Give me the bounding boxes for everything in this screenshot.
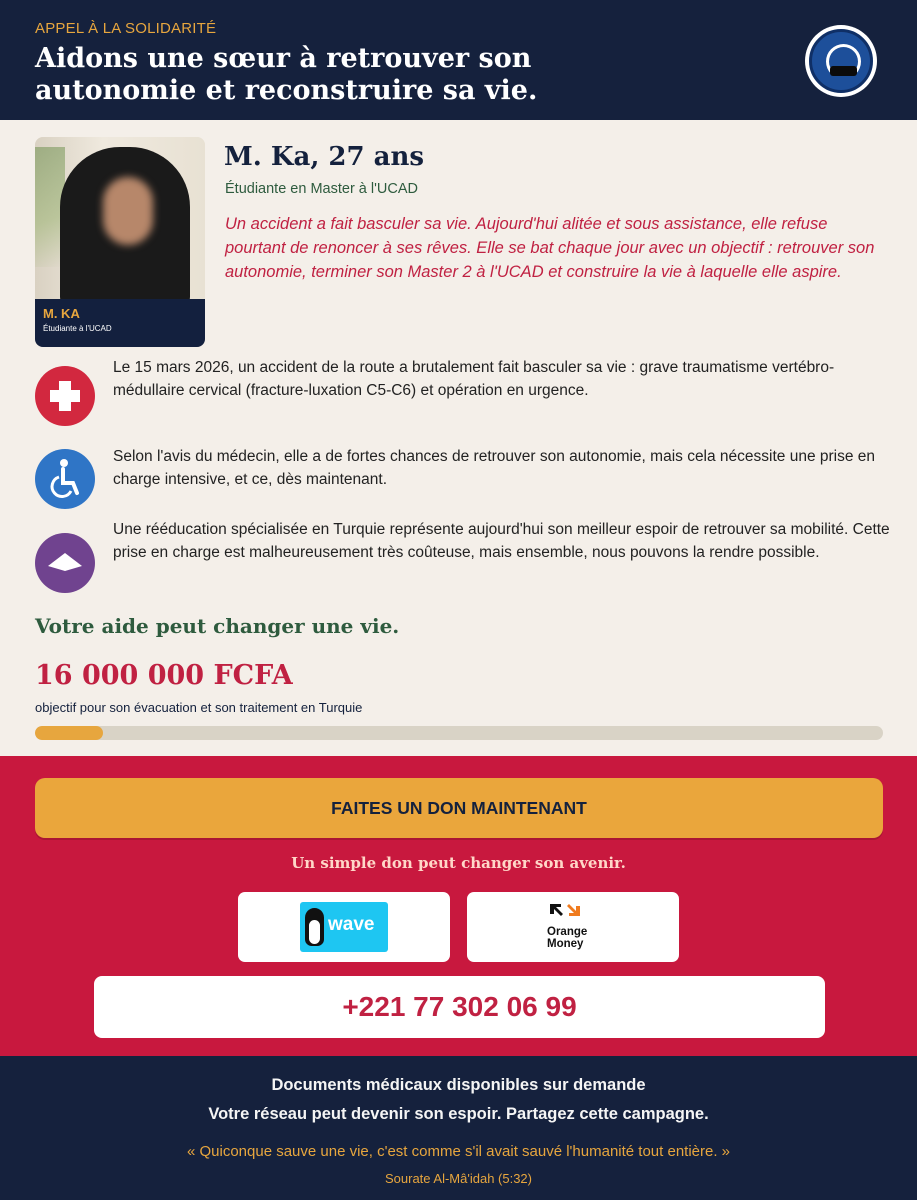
organization-logo — [805, 25, 877, 97]
donate-now-button[interactable]: FAITES UN DON MAINTENANT — [35, 778, 883, 838]
appeal-kicker: APPEL À LA SOLIDARITÉ — [35, 20, 217, 37]
main-content — [0, 120, 917, 756]
wave-logo — [300, 902, 388, 952]
profile-photo — [35, 137, 205, 347]
fundraising-goal-text: objectif pour son évacuation et son traitement en Turquie — [35, 700, 363, 715]
plane-icon — [35, 533, 95, 593]
donate-subtitle: Un simple don peut changer son avenir. — [291, 854, 626, 872]
photo-caption-subtitle: Étudiante à l'UCAD — [43, 324, 112, 333]
fundraising-progress-fill — [35, 726, 103, 740]
headline-line-1: Aidons une sœur à retrouver son — [35, 43, 532, 74]
fact-text-prognosis: Selon l'avis du médecin, elle a de fortes chances de retrouver son autonomie, mais cela nécessite une prise en charge intensive, et ce, dès maintenant. — [113, 448, 876, 488]
footer-quote: « Quiconque sauve une vie, c'est comme s'il avait sauvé l'humanité tout entière. » — [186, 1143, 731, 1160]
footer-quote-reference: Sourate Al-Mâ'idah (5:32) — [384, 1171, 532, 1186]
phone-number[interactable]: +221 77 302 06 99 — [94, 976, 825, 1038]
wheelchair-icon — [35, 449, 95, 509]
photo-caption — [35, 299, 205, 347]
footer — [0, 1056, 917, 1200]
page-title — [35, 43, 755, 107]
medical-cross-icon — [35, 366, 95, 426]
footer-share-note: Votre réseau peut devenir son espoir. Partagez cette campagne. — [208, 1105, 709, 1123]
headline-line-2: autonomie et reconstruire sa vie. — [35, 75, 538, 106]
donate-section — [0, 756, 917, 1056]
wave-payment-button[interactable] — [238, 892, 450, 962]
fact-text-accident: Le 15 mars 2026, un accident de la route a brutalement fait basculer sa vie : grave traumatisme vertébro-médullaire cervical (fracture-luxation C5-C6) et opération en urgence. — [113, 359, 835, 399]
person-role: Étudiante en Master à l'UCAD — [225, 181, 418, 197]
person-name: M. Ka, 27 ans — [224, 142, 425, 172]
tagline: Votre aide peut changer une vie. — [35, 614, 400, 638]
photo-caption-name: M. KA — [43, 306, 80, 321]
orange-money-arrows-icon — [547, 901, 597, 927]
orange-money-label: Orange Money — [547, 926, 588, 950]
orange-money-payment-button[interactable] — [467, 892, 679, 962]
header-banner — [0, 0, 917, 120]
fact-text-treatment: Une rééducation spécialisée en Turquie représente aujourd'hui son meilleur espoir de retrouver sa mobilité. Cette prise en charge est malheureusement très coûteuse, mais ensemble, nous pouvons la rendre possible. — [113, 521, 890, 561]
person-story: Un accident a fait basculer sa vie. Aujourd'hui alitée et sous assistance, elle refuse pourtant de renoncer à ses rêves. Elle se bat chaque jour avec un objectif : retrouver son autonomie, terminer son Master 2 à l'UCAD et construire la vie à laquelle elle aspire. — [225, 215, 875, 281]
wave-label: wave — [328, 914, 375, 935]
logo-emblem-icon — [809, 29, 873, 93]
fundraising-progress-bar — [35, 726, 883, 740]
footer-documents-note: Documents médicaux disponibles sur demande — [271, 1076, 646, 1094]
fundraising-amount: 16 000 000 FCFA — [35, 660, 293, 691]
